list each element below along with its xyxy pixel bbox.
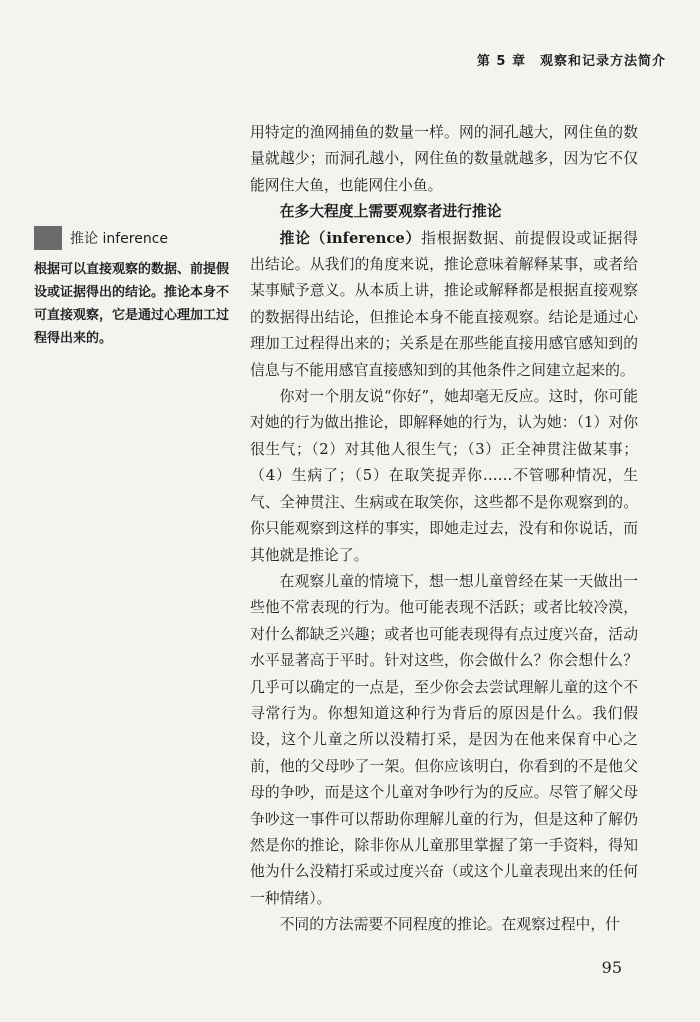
page-number: 95: [601, 958, 622, 977]
paragraph-1: 用特定的渔网捕鱼的数量一样。网的洞孔越大，网住鱼的数量就越少；而洞孔越小，网住鱼的数量就越多，因为它不仅能网住大鱼，也能网住小鱼。: [250, 124, 638, 194]
inference-term: 推论（inference）: [279, 229, 422, 247]
paragraph-2: [250, 226, 638, 384]
paragraph-2-text: 指根据数据、前提假设或证据得出结论。从我们的角度来说，推论意味着解释某事，或者给某事赋予意义。从本质上讲，推论或解释都是根据直接观察的数据得出结论，但推论本身不能直接观察。结论是通过心理加工过程得出来的；关系是在那些能直接用感官感知到的信息与不能用感官直接感知到的其他条件之间建立起来的。: [250, 229, 638, 379]
chapter-title: 观察和记录方法简介: [539, 54, 666, 69]
margin-glossary: [34, 226, 234, 350]
glossary-term-row: [34, 226, 234, 250]
glossary-marker-icon: [34, 226, 62, 250]
paragraph-5: 不同的方法需要不同程度的推论。在观察过程中，什: [279, 916, 620, 934]
main-text: [250, 120, 638, 939]
section-subheading: 在多大程度上需要观察者进行推论: [279, 203, 502, 221]
running-header: [477, 50, 666, 69]
glossary-term: 推论 inference: [70, 231, 168, 247]
paragraph-4: 在观察儿童的情境下，想一想儿童曾经在某一天做出一些他不常表现的行为。他可能表现不活跃；或者比较冷漠，对什么都缺乏兴趣；或者也可能表现得有点过度兴奋，活动水平显著高于平时。针对这些，你会做什么？你会想什么？几乎可以确定的一点是，至少你会去尝试理解儿童的这个不寻常行为。你想知道这种行为背后的原因是什么。我们假设，这个儿童之所以没精打采，是因为在他来保育中心之前，他的父母吵了一架。但你应该明白，你看到的不是他父母的争吵，而是这个儿童对争吵行为的反应。尽管了解父母争吵这一事件可以帮助你理解儿童的行为，但是这种了解仍然是你的推论，除非你从儿童那里掌握了第一手资料，得知他为什么没精打采或过度兴奋（或这个儿童表现出来的任何一种情绪）。: [250, 572, 638, 907]
chapter-number: 第 5 章: [476, 54, 526, 69]
glossary-definition: 根据可以直接观察的数据、前提假设或证据得出的结论。推论本身不可直接观察，它是通过心理加工过程得出来的。: [34, 262, 230, 346]
paragraph-3: 你对一个朋友说“你好”，她却毫无反应。这时，你可能对她的行为做出推论，即解释她的行为，认为她：（1）对你很生气；（2）对其他人很生气；（3）正全神贯注做某事；（4）生病了；（5）在取笑捉弄你……不管哪种情况，生气、全神贯注、生病或在取笑你，这些都不是你观察到的。你只能观察到这样的事实，即她走过去，没有和你说话，而其他就是推论了。: [250, 388, 638, 564]
